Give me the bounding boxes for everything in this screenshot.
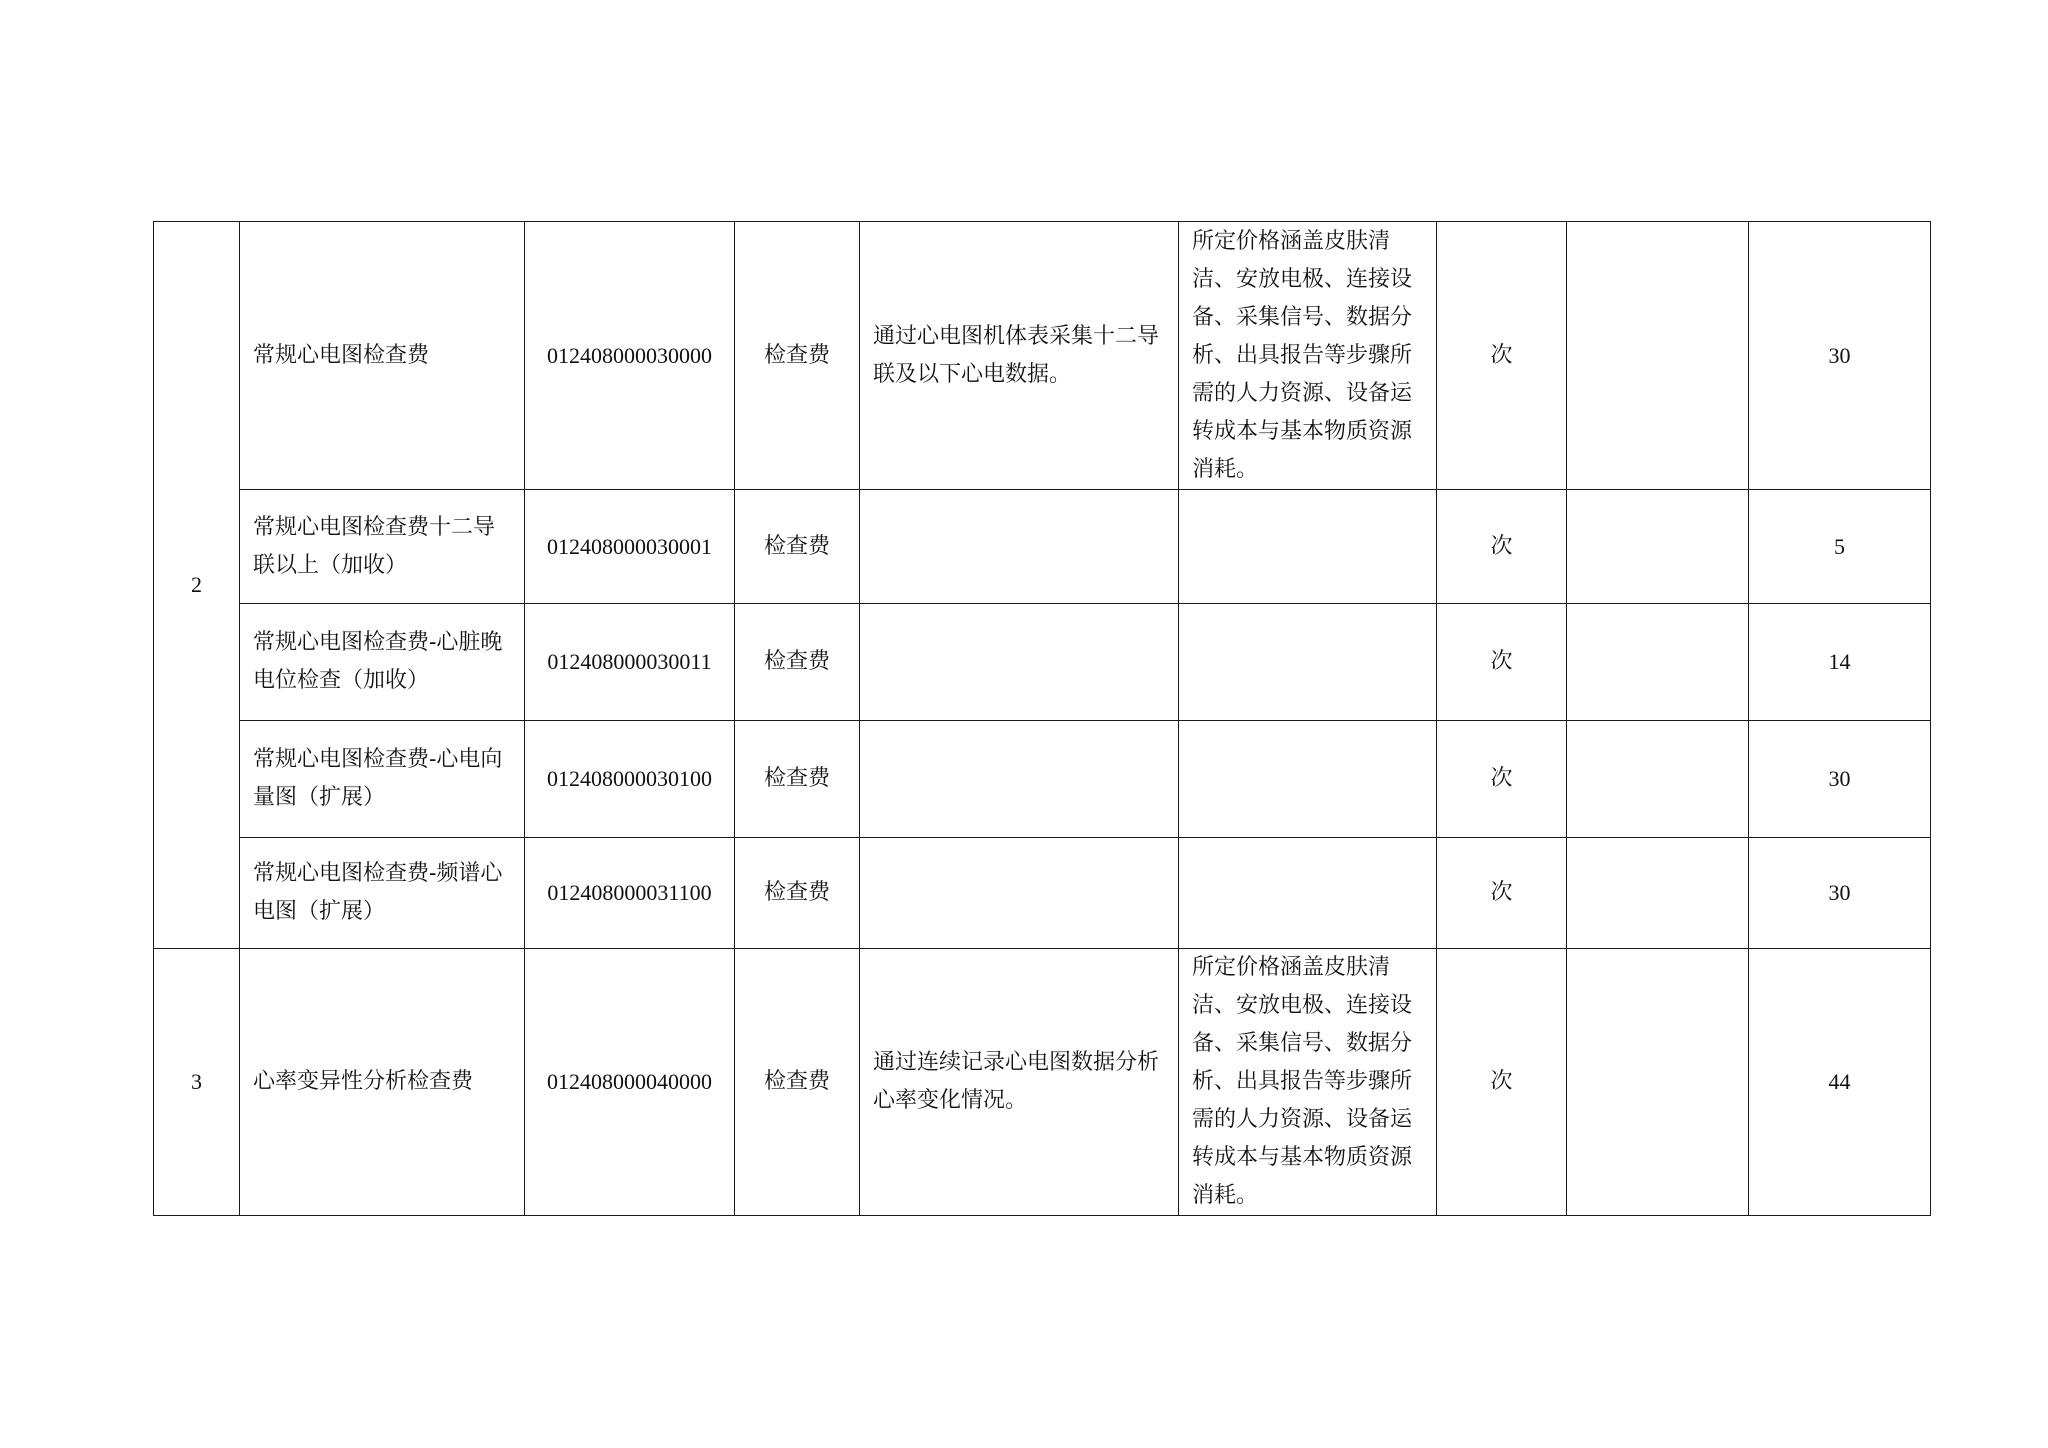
price-cell: 30 (1749, 838, 1931, 949)
description-cell: 通过心电图机体表采集十二导联及以下心电数据。 (860, 222, 1179, 490)
price-cell: 30 (1749, 222, 1931, 490)
seq-cell: 2 (154, 222, 240, 949)
item-name-cell: 常规心电图检查费十二导联以上（加收） (240, 490, 525, 604)
item-name-cell: 心率变异性分析检查费 (240, 949, 525, 1216)
unit-cell: 次 (1437, 604, 1567, 721)
item-name-cell: 常规心电图检查费-频谱心电图（扩展） (240, 838, 525, 949)
item-code-cell: 012408000030000 (525, 222, 735, 490)
unit-cell: 次 (1437, 721, 1567, 838)
fee-table (153, 221, 1931, 1216)
note-cell (1567, 949, 1749, 1216)
cost-content-cell (1179, 604, 1437, 721)
cost-content-cell (1179, 838, 1437, 949)
cost-content-cell: 所定价格涵盖皮肤清洁、安放电极、连接设备、采集信号、数据分析、出具报告等步骤所需的人力资源、设备运转成本与基本物质资源消耗。 (1179, 222, 1437, 490)
note-cell (1567, 721, 1749, 838)
category-cell: 检查费 (735, 604, 860, 721)
table-row (154, 604, 1931, 721)
item-name-cell: 常规心电图检查费-心脏晚电位检查（加收） (240, 604, 525, 721)
table-row (154, 222, 1931, 490)
seq-cell: 3 (154, 949, 240, 1216)
item-code-cell: 012408000030001 (525, 490, 735, 604)
unit-cell: 次 (1437, 838, 1567, 949)
table-row (154, 721, 1931, 838)
price-cell: 5 (1749, 490, 1931, 604)
unit-cell: 次 (1437, 490, 1567, 604)
item-code-cell: 012408000040000 (525, 949, 735, 1216)
description-cell (860, 490, 1179, 604)
category-cell: 检查费 (735, 222, 860, 490)
note-cell (1567, 604, 1749, 721)
category-cell: 检查费 (735, 838, 860, 949)
category-cell: 检查费 (735, 721, 860, 838)
description-cell (860, 838, 1179, 949)
item-name-cell: 常规心电图检查费 (240, 222, 525, 490)
description-cell (860, 721, 1179, 838)
item-name-cell: 常规心电图检查费-心电向量图（扩展） (240, 721, 525, 838)
unit-cell: 次 (1437, 222, 1567, 490)
table-row (154, 838, 1931, 949)
note-cell (1567, 222, 1749, 490)
cost-content-cell (1179, 490, 1437, 604)
item-code-cell: 012408000030011 (525, 604, 735, 721)
item-code-cell: 012408000030100 (525, 721, 735, 838)
unit-cell: 次 (1437, 949, 1567, 1216)
cost-content-cell: 所定价格涵盖皮肤清洁、安放电极、连接设备、采集信号、数据分析、出具报告等步骤所需的人力资源、设备运转成本与基本物质资源消耗。 (1179, 949, 1437, 1216)
category-cell: 检查费 (735, 490, 860, 604)
description-cell (860, 604, 1179, 721)
cost-content-cell (1179, 721, 1437, 838)
price-cell: 44 (1749, 949, 1931, 1216)
table-row (154, 490, 1931, 604)
category-cell: 检查费 (735, 949, 860, 1216)
description-cell: 通过连续记录心电图数据分析心率变化情况。 (860, 949, 1179, 1216)
note-cell (1567, 838, 1749, 949)
note-cell (1567, 490, 1749, 604)
price-cell: 14 (1749, 604, 1931, 721)
table-row (154, 949, 1931, 1216)
price-cell: 30 (1749, 721, 1931, 838)
item-code-cell: 012408000031100 (525, 838, 735, 949)
